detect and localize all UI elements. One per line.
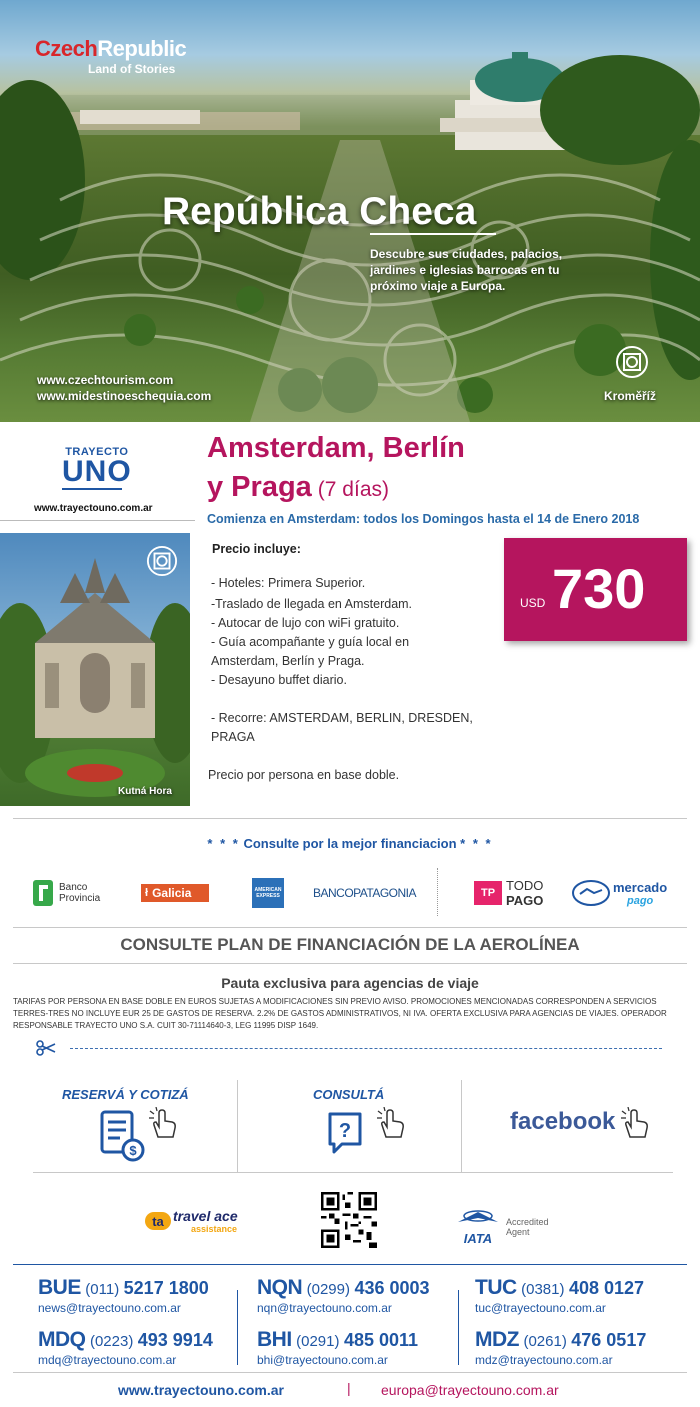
consulta-label[interactable]: CONSULTÁ <box>313 1087 385 1102</box>
provincia-label-2: Provincia <box>59 893 101 904</box>
office-email[interactable]: mdq@trayectouno.com.ar <box>38 1353 177 1367</box>
travel-ace-logo <box>145 1208 238 1234</box>
logo-tagline: Land of Stories <box>88 62 176 76</box>
provincia-label-1: Banco <box>59 882 88 893</box>
include-item: -Traslado de llegada en Amsterdam. <box>211 597 413 611</box>
divider <box>13 818 687 819</box>
logo-republic-part: Republic <box>97 36 187 61</box>
office-prefix: (0381) <box>521 1281 565 1298</box>
office-phone[interactable]: 5217 1800 <box>123 1278 209 1298</box>
logo-top-text: TRAYECTO <box>65 446 129 458</box>
include-item: - Desayuno buffet diario. <box>211 673 347 687</box>
include-item: - Guía acompañante y guía local en <box>211 635 410 649</box>
pointer-hand-icon <box>620 1107 652 1141</box>
includes-title: Precio incluye: <box>212 542 301 556</box>
financing-title <box>0 836 700 851</box>
iata-sub-label: Accredited <box>506 1216 549 1227</box>
svg-text:$: $ <box>129 1143 137 1158</box>
include-item: - Recorre: AMSTERDAM, BERLIN, DRESDEN, <box>211 711 473 725</box>
divider <box>33 1172 673 1173</box>
stars-decoration: * * * <box>460 836 493 851</box>
office-email[interactable]: mdz@trayectouno.com.ar <box>475 1353 613 1367</box>
iata-logo <box>456 1208 549 1245</box>
office-prefix: (011) <box>85 1281 120 1298</box>
title-underline <box>370 233 496 235</box>
iata-label: IATA <box>463 1231 493 1246</box>
galicia-icon: ł <box>145 887 149 899</box>
czechtourism-link[interactable]: www.czechtourism.com <box>37 373 174 387</box>
office-email[interactable]: bhi@trayectouno.com.ar <box>257 1353 388 1367</box>
pointer-hand-icon <box>376 1107 408 1141</box>
patagonia-label: BANCOPATAGONIA <box>313 886 417 900</box>
midestino-link[interactable]: www.midestinoeschequia.com <box>37 389 212 403</box>
agency-url[interactable]: www.trayectouno.com.ar <box>34 503 153 514</box>
svg-text:?: ? <box>338 1120 352 1142</box>
galicia-label: Galicia <box>152 886 192 900</box>
include-item: - Hoteles: Primera Superior. <box>211 576 366 590</box>
travelace-sub: assistance <box>191 1224 238 1234</box>
office-tuc <box>475 1276 644 1315</box>
footer-separator: | <box>347 1380 351 1396</box>
trip-duration: (7 días) <box>317 478 389 501</box>
galicia-logo <box>141 877 209 909</box>
include-item: PRAGA <box>211 730 255 744</box>
logo-underline <box>62 488 122 490</box>
hero-title: República Checa <box>162 190 477 233</box>
photo-location-label: Kutná Hora <box>118 786 172 797</box>
question-chat-icon[interactable] <box>326 1110 366 1158</box>
czech-republic-logo <box>35 36 186 62</box>
facebook-link[interactable]: facebook <box>510 1108 616 1135</box>
stars-decoration: * * * <box>207 836 240 851</box>
kutna-hora-photo <box>0 533 190 806</box>
iata-sub-label: Agent <box>506 1226 530 1237</box>
patagonia-logo <box>313 877 416 909</box>
provincia-icon <box>33 880 53 906</box>
price-note: Precio por persona en base doble. <box>208 768 400 782</box>
unesco-heritage-icon <box>615 345 649 379</box>
divider <box>13 927 687 928</box>
todo-pago-logo <box>474 877 543 909</box>
legal-title: Pauta exclusiva para agencias de viaje <box>221 975 479 991</box>
mercadopago-label-1: mercado <box>613 879 668 895</box>
reserva-label[interactable]: RESERVÁ Y COTIZÁ <box>62 1087 189 1102</box>
footer-email-link[interactable]: europa@trayectouno.com.ar <box>381 1382 559 1398</box>
amex-label: AMERICAN EXPRESS <box>254 887 282 899</box>
handshake-icon <box>572 880 610 906</box>
iata-plane-icon <box>456 1208 500 1228</box>
office-phone[interactable]: 436 0003 <box>354 1278 430 1298</box>
office-prefix: (0299) <box>306 1281 350 1298</box>
trayecto-uno-logo[interactable] <box>62 446 132 486</box>
scissors-icon <box>36 1040 56 1056</box>
trip-title-line2 <box>207 471 389 504</box>
include-item: Amsterdam, Berlín y Praga. <box>211 654 365 668</box>
footer-website-link[interactable]: www.trayectouno.com.ar <box>118 1382 284 1398</box>
office-mdq <box>38 1328 213 1367</box>
mercadopago-label-2: pago <box>627 894 654 907</box>
todopago-label-1: TODO <box>506 878 544 893</box>
logo-czech-part: Czech <box>35 36 98 61</box>
divider <box>13 963 687 964</box>
include-item: - Autocar de lujo con wiFi gratuito. <box>211 616 400 630</box>
amex-logo <box>252 877 284 909</box>
divider <box>458 1290 459 1365</box>
office-prefix: (0291) <box>296 1333 340 1350</box>
airline-plan-title: CONSULTE PLAN DE FINANCIACIÓN DE LA AEROLÍNEA <box>120 935 580 954</box>
todopago-label-2: PAGO <box>506 893 544 908</box>
hero-description: Descubre sus ciudades, palacios, jardines e iglesias barrocas en tu próximo viaje a Europa. <box>370 247 563 293</box>
trip-title-line1: Amsterdam, Berlín <box>207 432 465 464</box>
financing-title-text: Consulte por la mejor financiacion <box>243 836 457 851</box>
office-code: MDZ <box>475 1328 519 1351</box>
travelace-label: travel ace <box>173 1208 238 1224</box>
divider <box>13 1264 687 1265</box>
travel-ace-icon <box>145 1210 171 1232</box>
divider <box>437 868 438 916</box>
banco-provincia-logo <box>33 877 100 909</box>
pointer-hand-icon <box>148 1107 180 1141</box>
office-email[interactable]: nqn@trayectouno.com.ar <box>257 1301 392 1315</box>
hero-banner <box>0 0 700 422</box>
divider <box>237 1290 238 1365</box>
office-code: MDQ <box>38 1328 86 1351</box>
office-mdz <box>475 1328 646 1367</box>
price-value: 730 <box>552 557 646 620</box>
divider <box>461 1080 462 1172</box>
office-bhi <box>257 1328 418 1367</box>
office-phone[interactable]: 485 0011 <box>343 1330 419 1350</box>
mercado-pago-logo <box>572 877 667 909</box>
office-phone[interactable]: 476 0517 <box>571 1330 647 1350</box>
office-nqn <box>257 1276 430 1315</box>
unesco-heritage-icon <box>146 545 178 577</box>
cut-line <box>70 1048 662 1049</box>
todo-pago-icon: TP <box>474 881 502 905</box>
office-prefix: (0223) <box>89 1333 134 1350</box>
svg-text:ta: ta <box>152 1214 164 1229</box>
office-email[interactable]: news@trayectouno.com.ar <box>38 1301 181 1315</box>
invoice-money-icon[interactable] <box>100 1110 146 1162</box>
office-code: BUE <box>38 1276 81 1299</box>
trip-start-info: Comienza en Amsterdam: todos los Domingos hasta el 14 de Enero 2018 <box>207 512 640 526</box>
trip-title-text: y Praga <box>207 471 312 503</box>
office-phone[interactable]: 408 0127 <box>568 1278 645 1298</box>
office-code: NQN <box>257 1276 303 1299</box>
office-code: TUC <box>475 1276 517 1299</box>
logo-main-text: UNO <box>62 455 132 488</box>
price-currency: USD <box>520 596 546 610</box>
qr-code[interactable] <box>321 1192 377 1248</box>
hero-location-label: Kroměříž <box>604 389 657 403</box>
office-phone[interactable]: 493 9914 <box>137 1330 213 1350</box>
divider <box>13 1372 687 1373</box>
legal-text: TARIFAS POR PERSONA EN BASE DOBLE EN EUROS SUJETAS A MODIFICACIONES SIN PREVIO AVISO. PROMOCIONES MENCIONADAS CORRESPONDEN A SERVICIOS TERRES-TRES NO INCLUYE EUR 25 DE GASTOS DE RESERVA. 2.2% DE GASTOS ADMINISTRATIVOS, NI IVA. OFERTA EXCLUSIVA PARA AGENCIAS DE VIAJES. OPERADOR RESPONSABLE TRAYECTO UNO S.A. CUIT 30-71114640-3, LEG 11995 DISP 1649. <box>13 997 667 1030</box>
divider <box>0 520 195 521</box>
price-box <box>504 538 687 641</box>
office-email[interactable]: tuc@trayectouno.com.ar <box>475 1301 606 1315</box>
office-prefix: (0261) <box>523 1333 567 1350</box>
office-bue <box>38 1276 209 1315</box>
divider <box>237 1080 238 1172</box>
office-code: BHI <box>257 1328 292 1351</box>
